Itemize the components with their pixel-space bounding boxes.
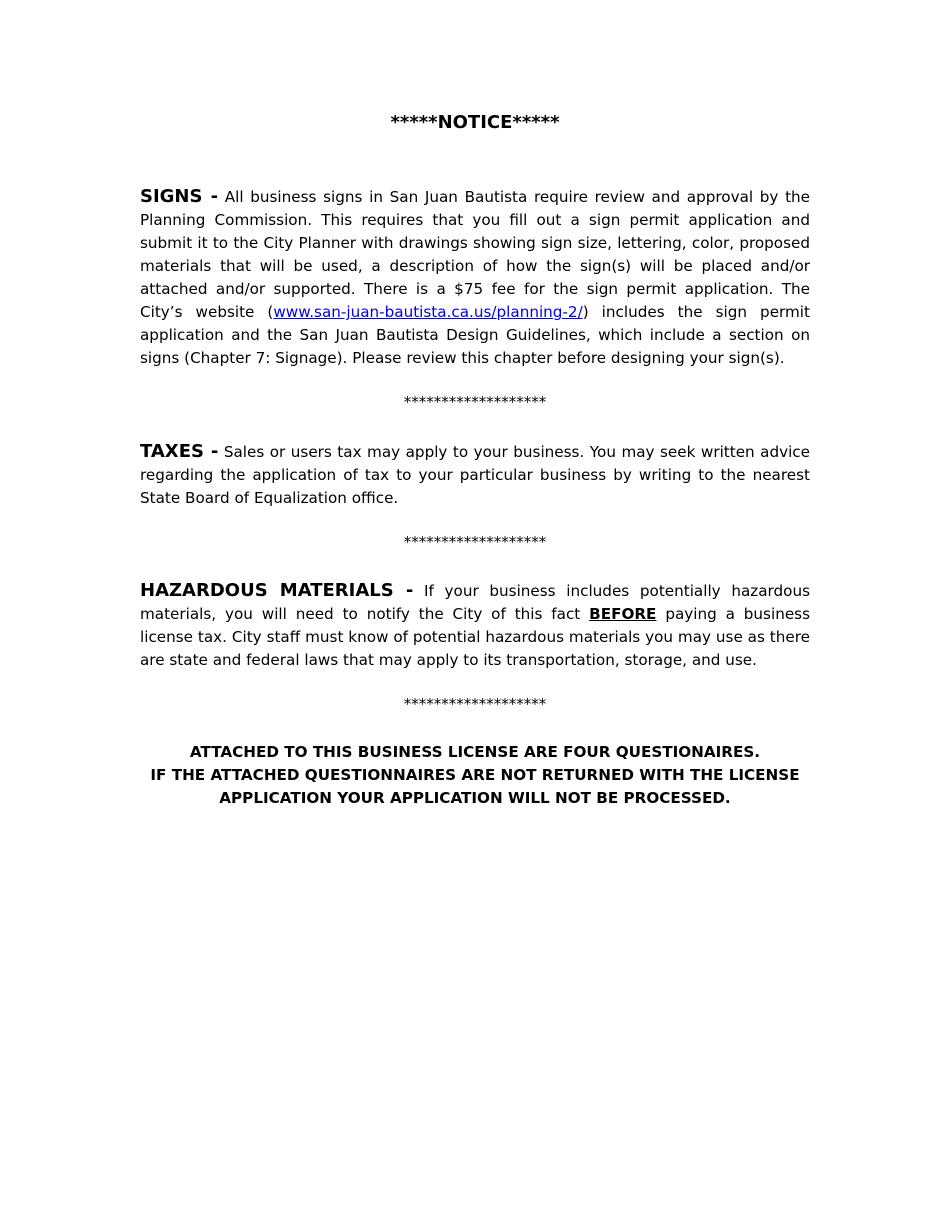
signs-text-after-link: ) includes the sign permit application and the San Juan Bautista Design Guidelines, which include a section on signs (Chapter 7: Signage). Please review this chapter before designing your sign(s). — [140, 303, 810, 367]
taxes-heading: TAXES - — [140, 441, 219, 462]
closing-line-3: APPLICATION YOUR APPLICATION WILL NOT BE PROCESSED. — [219, 789, 731, 807]
hazardous-text-after: paying a business license tax. City staff must know of potential hazardous materials you may use as there are state and federal laws that may apply to its transportation, storage, and use. — [140, 605, 810, 669]
hazardous-materials-heading: HAZARDOUS MATERIALS - — [140, 580, 414, 601]
signs-heading: SIGNS - — [140, 186, 219, 207]
taxes-section — [140, 440, 810, 510]
closing-line-2: IF THE ATTACHED QUESTIONNAIRES ARE NOT RETURNED WITH THE LICENSE — [150, 766, 800, 784]
section-divider: ******************* — [403, 393, 547, 411]
hazardous-materials-section — [140, 579, 810, 672]
section-divider: ******************* — [403, 533, 547, 551]
closing-notice — [140, 741, 810, 810]
taxes-text: Sales or users tax may apply to your business. You may seek written advice regarding the application of tax to your particular business by writing to the nearest State Board of Equalization office. — [140, 443, 811, 507]
closing-line-1: ATTACHED TO THIS BUSINESS LICENSE ARE FOUR QUESTIONAIRES. — [189, 743, 761, 761]
before-emphasis: BEFORE — [589, 605, 657, 623]
notice-title: *****NOTICE***** — [390, 112, 560, 133]
hazardous-text-before: If your business includes potentially hazardous materials, you will need to notify the City of this fact — [140, 582, 811, 623]
signs-section — [140, 185, 810, 370]
signs-text-before-link: All business signs in San Juan Bautista require review and approval by the Planning Commission. This requires that you fill out a sign permit application and submit it to the City Planner with drawings showing sign size, lettering, color, proposed materials that will be used, a description of how the sign(s) will be placed and/or attached and/or supported. There is a $75 fee for the sign permit application. The City’s website ( — [140, 188, 811, 321]
planning-website-link[interactable]: www.san-juan-bautista.ca.us/planning-2/ — [273, 303, 583, 321]
section-divider: ******************* — [403, 695, 547, 713]
